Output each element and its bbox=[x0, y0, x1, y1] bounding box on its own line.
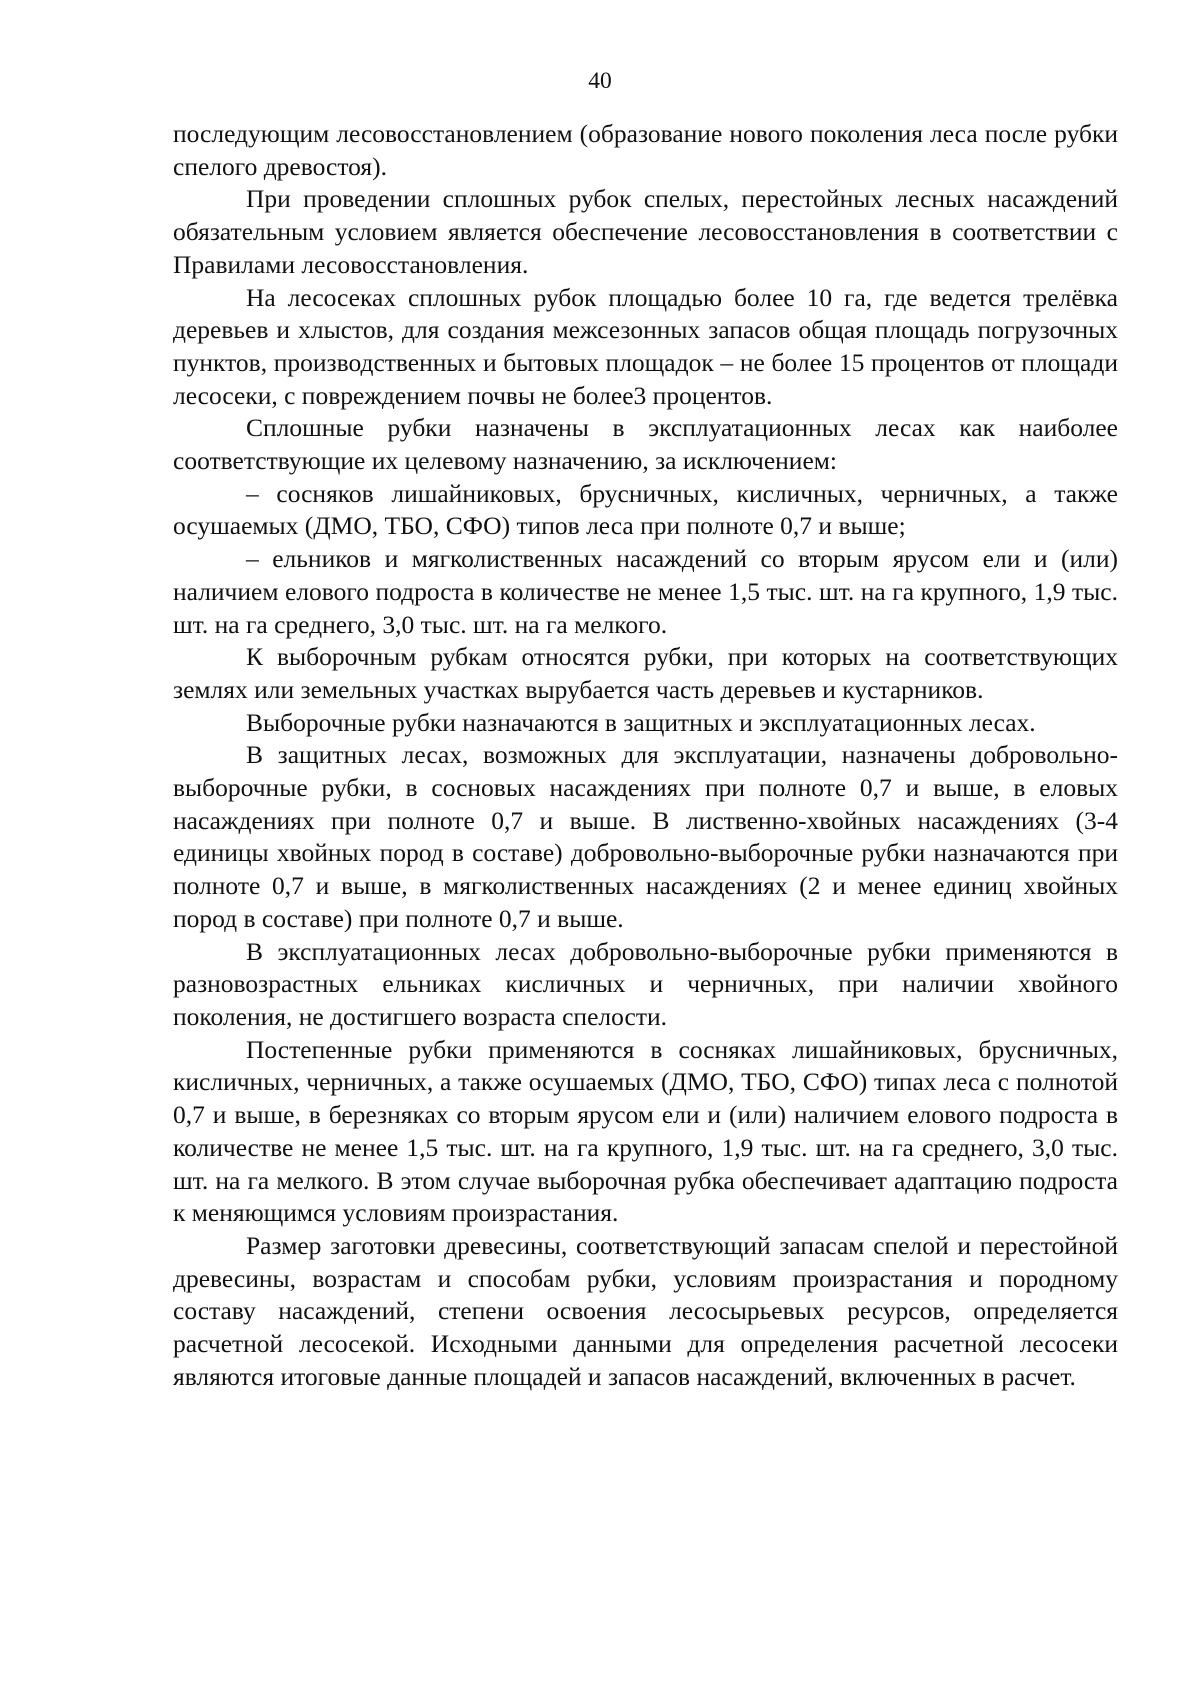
paragraph: К выборочным рубкам относятся рубки, при которых на соответствующих землях или земельных участках вырубается часть деревьев и кустарников. bbox=[173, 642, 1118, 704]
list-item: – ельников и мягколиственных насаждений со вторым ярусом ели и (или) наличием елового подроста в количестве не менее 1,5 тыс. шт. на га крупного, 1,9 тыс. шт. на га среднего, 3,0 тыс. шт. на га мелкого. bbox=[173, 544, 1118, 639]
paragraph: На лесосеках сплошных рубок площадью более 10 га, где ведется трелёвка деревьев и хлыстов, для создания межсезонных запасов общая площадь погрузочных пунктов, производственных и бытовых площадок – не более 15 процентов от площади лесосеки, с повреждением почвы не более3 процентов. bbox=[173, 282, 1118, 410]
body-text bbox=[173, 118, 1118, 1393]
paragraph: последующим лесовосстановлением (образование нового поколения леса после рубки спелого древостоя). bbox=[173, 119, 1118, 181]
paragraph: Сплошные рубки назначены в эксплуатационных лесах как наиболее соответствующие их целевому назначению, за исключением: bbox=[173, 413, 1118, 476]
list-item: – сосняков лишайниковых, брусничных, кисличных, черничных, а также осушаемых (ДМО, ТБО, СФО) типов леса при полноте 0,7 и выше; bbox=[173, 478, 1118, 541]
paragraph: В эксплуатационных лесах добровольно-выборочные рубки применяются в разновозрастных ельниках кисличных и черничных, при наличии хвойного поколения, не достигшего возраста спелости. bbox=[173, 936, 1118, 1031]
page-number: 40 bbox=[588, 68, 612, 94]
paragraph: Выборочные рубки назначаются в защитных и эксплуатационных лесах. bbox=[246, 707, 1036, 737]
paragraph: При проведении сплошных рубок спелых, перестойных лесных насаждений обязательным условием является обеспечение лесовосстановления в соответствии с Правилами лесовосстановления. bbox=[173, 184, 1118, 279]
paragraph: В защитных лесах, возможных для эксплуатации, назначены добровольно-выборочные рубки, в сосновых насаждениях при полноте 0,7 и выше, в еловых насаждениях при полноте 0,7 и выше. В лиственно-хвойных насаждениях (3-4 единицы хвойных пород в составе) добровольно-выборочные рубки назначаются при полноте 0,7 и выше, в мягколиственных насаждениях (2 и менее единиц хвойных пород в составе) при полноте 0,7 и выше. bbox=[173, 740, 1118, 933]
paragraph: Постепенные рубки применяются в сосняках лишайниковых, брусничных, кисличных, черничных, а также осушаемых (ДМО, ТБО, СФО) типах леса с полнотой 0,7 и выше, в березняках со вторым ярусом ели и (или) наличием елового подроста в количестве не менее 1,5 тыс. шт. на га крупного, 1,9 тыс. шт. на га среднего, 3,0 тыс. шт. на га мелкого. В этом случае выборочная рубка обеспечивает адаптацию подроста к меняющимся условиям произрастания. bbox=[173, 1034, 1118, 1228]
paragraph: Размер заготовки древесины, соответствующий запасам спелой и перестойной древесины, возрастам и способам рубки, условиям произрастания и породному составу насаждений, степени освоения лесосырьевых ресурсов, определяется расчетной лесосекой. Исходными данными для определения расчетной лесосеки являются итоговые данные площадей и запасов насаждений, включенных в расчет. bbox=[173, 1230, 1118, 1391]
